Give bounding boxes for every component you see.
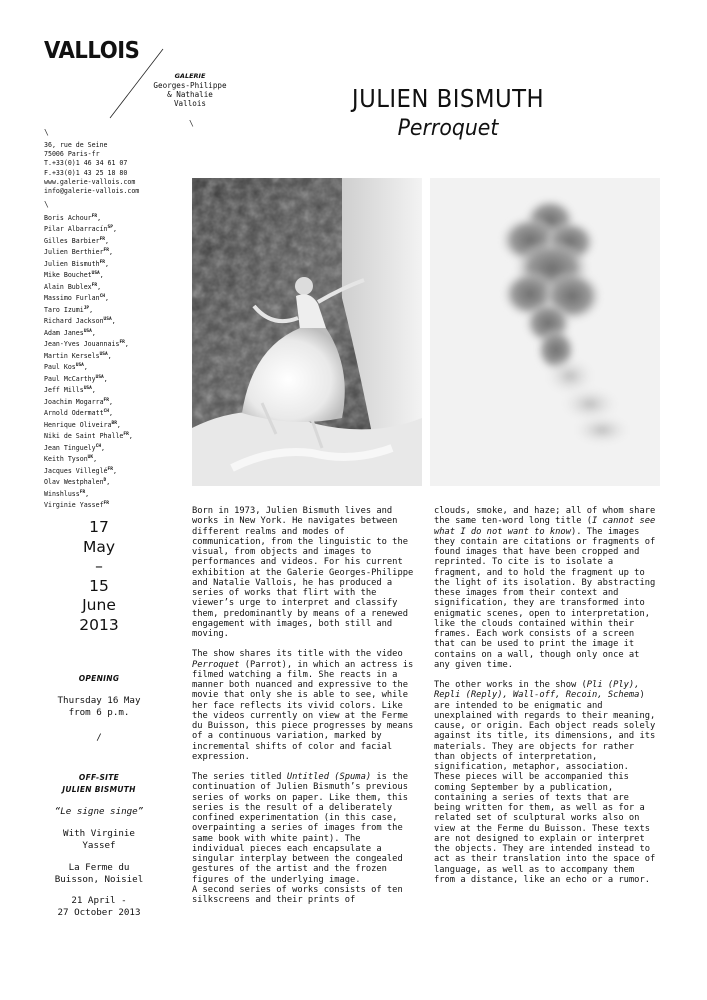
artist-item xyxy=(44,499,133,510)
artist-country-code: FR xyxy=(91,282,98,288)
artist-name: Niki de Saint Phalle xyxy=(44,432,124,441)
paragraph-intro: Born in 1973, Julien Bismuth lives and works in New York. He navigates between different realms and modes of communication, from the linguistic to the visual, from objects and images to performances and videos. For his current exhibition at the Galerie Georges-Philippe and Natalie Vallois, he has produced a series of works that flirt with the viewer’s urge to interpret and classify them, predominantly by means of a renewed engagement with images, both still and moving. xyxy=(192,506,414,639)
opening-label: OPENING xyxy=(78,674,120,683)
offsite-artist: JULIEN BISMUTH xyxy=(62,785,136,794)
artist-name: Julien Bismuth xyxy=(44,260,100,269)
artist-item: Richard Jackson$^{USA}$, xyxy=(44,317,116,326)
artist-country-code: FR xyxy=(107,466,113,472)
p2-text-c: (Parrot), in which an actress is filmed watching a film. She reacts in a manner both nuanced and expressive to the movie that only she is able to see, while her face reflects its vivid colors. Like the videos currently on view at the Ferme du Buisson, this piece progresses by means of a continuous variation, marked by incremental shifts of color and facial expression. xyxy=(192,659,414,762)
artist-name: Jeff Mills xyxy=(44,386,84,395)
artist-item: Julien Berthier$^{FR}$, xyxy=(44,248,113,257)
artist-name: Taro Izumi xyxy=(44,306,84,315)
artist-name: Martin Kersels xyxy=(44,352,100,360)
p2-title-perroquet: Perroquet xyxy=(192,659,240,670)
offsite-date-line1: 21 April - xyxy=(71,895,127,906)
artist-country-code: USA xyxy=(99,351,108,357)
artist-name: Gilles Barbier xyxy=(44,237,100,246)
artist-item: Jean Tinguely$^{CH}$, xyxy=(44,443,106,452)
artist-country-code: FR xyxy=(103,397,109,403)
artist-country-code: BR xyxy=(111,420,117,426)
address-slash: \ xyxy=(44,128,49,137)
artist-country-code: CH xyxy=(95,443,102,449)
offsite-label: OFF-SITE xyxy=(78,773,120,782)
artist-name: Massimo Furlan xyxy=(44,294,100,303)
artist-name: Winshluss xyxy=(44,489,80,498)
artist-country-code: CH xyxy=(99,294,105,300)
artist-name: Paul McCarthy xyxy=(44,374,96,383)
artist-item: Olav Westphalen$^D$, xyxy=(44,478,111,487)
artist-country-code: FR xyxy=(91,214,98,219)
exhibition-artist-title: JULIEN BISMUTH xyxy=(351,84,545,113)
opening-line1: Thursday 16 May xyxy=(57,695,141,706)
galerie-name-line1: Georges-Philippe xyxy=(153,81,227,90)
artwork-photo-smoke-cloud xyxy=(430,178,660,486)
artist-item: Niki de Saint Phalle$^{FR}$, xyxy=(44,432,133,441)
opening-block xyxy=(34,673,164,744)
artist-item: Keith Tyson$^{UK}$, xyxy=(44,455,98,464)
artist-name: Boris Achour xyxy=(44,214,92,223)
p5-titles: Pli (Ply), Repli (Reply), Wall-off, Recoin, Schema xyxy=(434,680,640,701)
artist-item: Jeff Mills$^{USA}$, xyxy=(44,386,96,395)
gallery-logo: VALLOIS xyxy=(44,38,140,64)
offsite-venue-line1: La Ferme du xyxy=(68,862,130,873)
artist-item: Massimo Furlan$^{CH}$, xyxy=(44,294,109,303)
artist-item: Mike Bouchet$^{USA}$, xyxy=(44,271,104,280)
artist-name: Mike Bouchet xyxy=(44,271,92,280)
artist-country-code: FR xyxy=(123,432,129,438)
gallery-address xyxy=(44,141,139,196)
p3-title-untitled: Untitled (Spuma) xyxy=(286,772,372,782)
artist-name: Virginie Yassef xyxy=(44,501,104,510)
body-column-left xyxy=(192,506,414,915)
artist-name: Alain Bublex xyxy=(44,283,92,292)
artist-name: Jacques Villeglé xyxy=(44,466,108,475)
artist-name: Henrique Oliveira xyxy=(44,420,112,429)
artist-country-code: UK xyxy=(87,455,94,461)
end-day: 15 xyxy=(89,576,109,595)
address-city: 75006 Paris-fr xyxy=(44,150,100,159)
p4-text-c: ). The images they contain are citations or fragments of found images that have been cropped and reprinted. To cite is to isolate a fragment, and to hold the fragment up to the light of its isolation. By abstracting these images from their context and signification, they are transformed into enigmatic scenes, open to interpretation, like the clouds contained within their frames. Each work consists of a screen that can be used to print the image it contains on a wall, though only once at any given time. xyxy=(434,526,656,670)
artist-country-code: FR xyxy=(99,236,105,242)
artist-country-code: USA xyxy=(95,374,104,380)
artist-item: Gilles Barbier$^{FR}$, xyxy=(44,236,109,246)
year: 2013 xyxy=(79,615,119,634)
body-column-right xyxy=(434,506,656,895)
galerie-label: GALERIE xyxy=(174,72,206,80)
artist-name: Olav Westphalen xyxy=(44,478,104,487)
artist-name: Julien Berthier xyxy=(44,248,104,257)
end-month: June xyxy=(82,596,116,614)
artist-country-code: FR xyxy=(79,489,86,495)
artist-item: Henrique Oliveira$^{BR}$, xyxy=(44,420,121,429)
separator-slash: \ xyxy=(189,119,194,128)
artist-name: Adam Janes xyxy=(44,329,84,338)
offsite-block xyxy=(34,772,164,919)
artist-country-code: USA xyxy=(91,271,100,277)
artist-item: Arnold Odermatt$^{CH}$, xyxy=(44,409,113,418)
artist-country-code: FR xyxy=(103,501,109,507)
artist-item: Jean-Yves Jouannais$^{FR}$, xyxy=(44,340,129,349)
offsite-with-line1: With Virginie xyxy=(63,828,135,839)
address-street: 36, rue de Seine xyxy=(44,141,108,149)
artist-item: Paul Kos$^{USA}$, xyxy=(44,363,88,372)
artist-item: Jacques Villeglé$^{FR}$, xyxy=(44,466,117,475)
p4-text-a: clouds, smoke, and haze; all of whom share the same ten-word long title ( xyxy=(434,506,656,527)
artist-country-code: USA xyxy=(83,328,92,334)
artist-country-code: D xyxy=(103,478,107,484)
artist-country-code: JP xyxy=(83,305,90,311)
paragraph-other-works xyxy=(434,680,656,885)
address-fax: F.+33(0)1 43 25 18 80 xyxy=(44,168,128,177)
galerie-name-line2: & Nathalie xyxy=(167,90,213,99)
offsite-venue-line2: Buisson, Noisiel xyxy=(54,874,144,885)
paragraph-silkscreens-start: A second series of works consists of ten silkscreens and their prints of xyxy=(192,884,403,905)
p4-title: I cannot see what I do not want to know xyxy=(434,516,656,537)
artist-item: Taro Izumi$^{JP}$, xyxy=(44,305,94,315)
artist-item: Winshluss$^{FR}$, xyxy=(44,489,90,498)
artwork-photo-dancer xyxy=(192,178,422,486)
artist-name: Joachim Mogarra xyxy=(44,397,104,406)
galerie-name-line3: Vallois xyxy=(173,99,206,108)
opening-line2: from 6 p.m. xyxy=(68,707,130,718)
artist-country-code: CH xyxy=(103,409,109,415)
offsite-date-line2: 27 October 2013 xyxy=(57,907,141,918)
artist-item: Joachim Mogarra$^{FR}$, xyxy=(44,397,113,406)
opening-separator: / xyxy=(96,732,102,743)
address-website[interactable]: www.galerie-vallois.com xyxy=(44,177,136,186)
p3-text-c: is the continuation of Julien Bismuth’s previous series of works on paper. Like them, this series is the result of a deliberately confined experimentation (in this case, overpainting a series of images from the same book with white paint). The individual pieces each encapsulate a singular interplay between the congealed gestures of the artist and the frozen figures of the underlying image. xyxy=(192,772,409,885)
paragraph-perroquet xyxy=(192,649,414,762)
artist-name: Keith Tyson xyxy=(44,455,88,464)
offsite-with-line2: Yassef xyxy=(82,840,116,851)
artist-item: Alain Bublex$^{FR}$, xyxy=(44,282,102,292)
artist-country-code: FR xyxy=(103,248,109,254)
artist-name: Jean Tinguely xyxy=(44,443,96,452)
artist-item: Pilar Albarracín$^{SP}$, xyxy=(44,225,117,234)
artist-item: Martin Kersels$^{USA}$, xyxy=(44,351,112,360)
artist-name: Jean-Yves Jouannais xyxy=(44,340,120,349)
start-month: May xyxy=(82,537,116,556)
paragraph-untitled-spuma xyxy=(192,772,414,885)
artist-item: Paul McCarthy$^{USA}$, xyxy=(44,374,108,383)
artist-item: Adam Janes$^{USA}$, xyxy=(44,328,96,338)
artist-country-code: FR xyxy=(119,340,125,346)
offsite-work-title: “Le signe singe” xyxy=(54,806,144,817)
start-day: 17 xyxy=(89,518,109,536)
artist-name: Paul Kos xyxy=(44,363,76,372)
artist-country-code: SP xyxy=(107,225,113,231)
artist-country-code: FR xyxy=(99,259,105,265)
artist-country-code: USA xyxy=(103,317,112,323)
p5-text-c: ) are intended to be enigmatic and unexplained with regards to their meaning, cause, or origin. Each object reads solely against its title, its dimensions, and its materials. They are objects for rather than objects of interpretation, signification, metaphor, association. These pieces will be accompanied this coming September by a publication, containing a series of texts that are being written for them, as well as for a related set of sculptural works also on view at the Ferme du Buisson. These texts are not designed to explain or interpret the objects. They are intended instead to act as their translation into the space of language, as well as to accompany them from a distance, like an echo or a rumor. xyxy=(434,690,656,885)
paragraph-clouds xyxy=(434,506,656,670)
address-email[interactable]: info@galerie-vallois.com xyxy=(44,187,140,196)
exhibition-dates xyxy=(44,518,154,635)
p3-text-a: The series titled xyxy=(192,772,287,782)
artists-slash: \ xyxy=(44,200,49,209)
artist-item: Julien Bismuth$^{FR}$, xyxy=(44,259,109,269)
galerie-name-block xyxy=(148,72,232,108)
exhibition-subtitle: Perroquet xyxy=(397,116,499,141)
artist-item: Boris Achour$^{FR}$, xyxy=(44,214,102,223)
p2-text-a: The show shares its title with the video xyxy=(192,649,403,660)
date-dash: – xyxy=(95,557,103,575)
artist-name: Arnold Odermatt xyxy=(44,409,104,418)
address-phone: T.+33(0)1 46 34 61 07 xyxy=(44,159,128,168)
p5-text-a: The other works in the show ( xyxy=(434,680,587,690)
artist-name: Richard Jackson xyxy=(44,317,104,326)
artist-list xyxy=(44,212,133,511)
artist-country-code: USA xyxy=(83,386,92,392)
artist-name: Pilar Albarracín xyxy=(44,225,108,234)
artist-country-code: USA xyxy=(75,363,84,369)
